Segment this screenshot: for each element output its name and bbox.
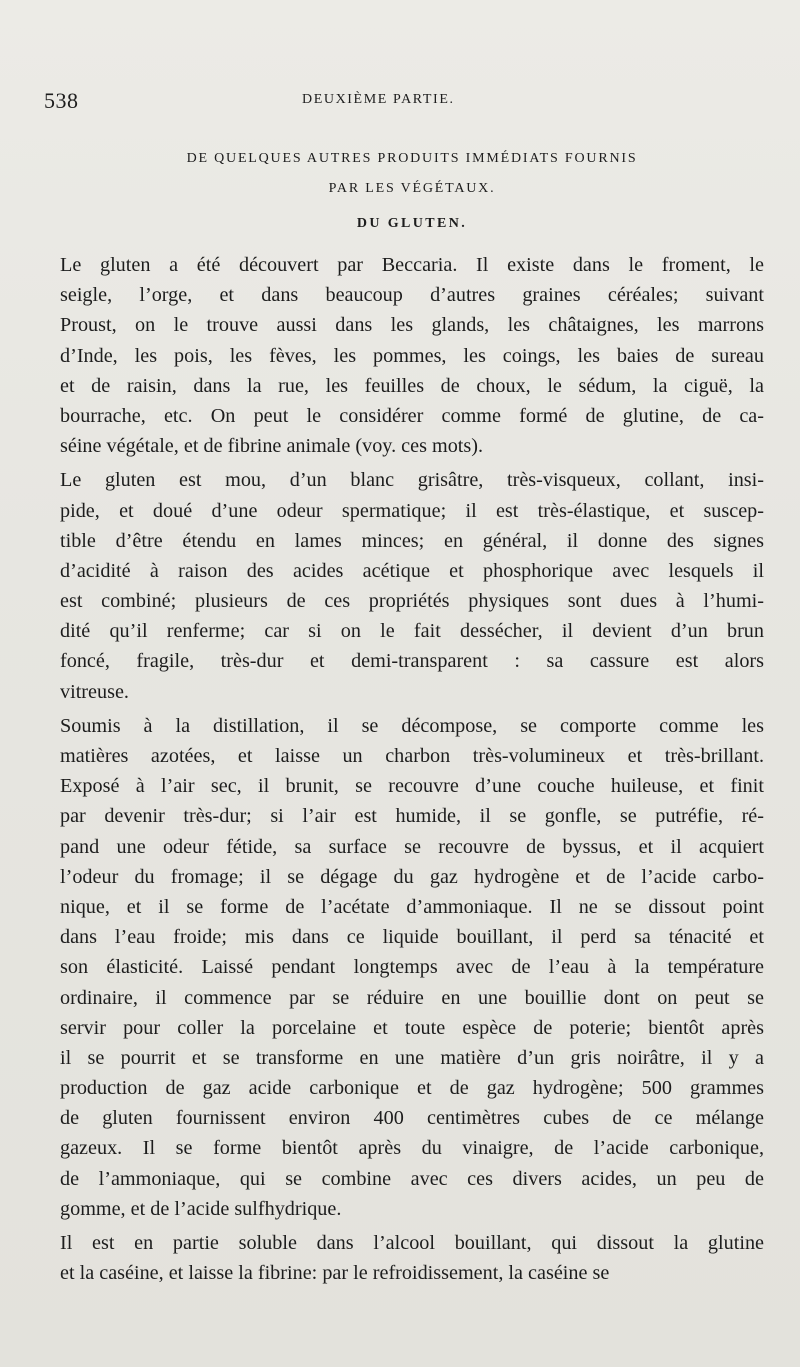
text-line: gomme, et de l’acide sulfhydrique. — [60, 1197, 342, 1220]
text-line: seigle, l’orge, et dans beaucoup d’autres graines céréales; suivant — [60, 284, 764, 307]
text-line: gazeux. Il se forme bientôt après du vinaigre, de l’acide carbonique, — [60, 1137, 764, 1160]
text-line: séine végétale, et de fibrine animale (voy. ces mots). — [60, 435, 484, 458]
text-line: matières azotées, et laisse un charbon très-volumineux et très-brillant. — [60, 745, 764, 767]
text-line: Proust, on le trouve aussi dans les glands, les châtaignes, les marrons — [60, 314, 764, 337]
section-title-line-1: DE QUELQUES AUTRES PRODUITS IMMÉDIATS FOURNIS — [186, 151, 638, 166]
text-line: l’odeur du fromage; il se dégage du gaz hydrogène et de l’acide carbo- — [60, 865, 764, 888]
text-line: dans l’eau froide; mis dans ce liquide bouillant, il perd sa ténacité et — [60, 926, 764, 949]
text-line: Le gluten est mou, d’un blanc grisâtre, très-visqueux, collant, insi- — [60, 469, 764, 492]
text-line: vitreuse. — [60, 680, 129, 703]
text-line: est combiné; plusieurs de ces propriétés physiques sont dues à l’humi- — [60, 590, 764, 613]
section-title-line-2: PAR LES VÉGÉTAUX. — [328, 181, 496, 196]
text-line: ordinaire, il commence par se réduire en une bouillie dont on peut se — [60, 986, 764, 1009]
text-line: Il est en partie soluble dans l’alcool bouillant, qui dissout la glutine — [60, 1232, 764, 1254]
paragraph — [60, 1228, 764, 1288]
text-line: pand une odeur fétide, sa surface se recouvre de byssus, et il acquiert — [60, 835, 764, 858]
text-line: il se pourrit et se transforme en une matière d’un gris noirâtre, il y a — [60, 1046, 764, 1069]
text-line: bourrache, etc. On peut le considérer comme formé de glutine, de ca- — [60, 404, 764, 427]
subsection-heading: DU GLUTEN. — [356, 216, 468, 231]
text-line: de l’ammoniaque, qui se combine avec ces divers acides, un peu de — [60, 1167, 764, 1190]
text-line: Exposé à l’air sec, il brunit, se recouvre d’une couche huileuse, et finit — [60, 775, 764, 798]
paragraph — [60, 465, 764, 707]
text-line: servir pour coller la porcelaine et toute espèce de poterie; bientôt après — [60, 1016, 764, 1039]
text-line: nique, et il se forme de l’acétate d’ammoniaque. Il ne se dissout point — [60, 895, 764, 918]
text-line: dité qu’il renferme; car si on le fait dessécher, il devient d’un brun — [60, 620, 764, 643]
running-head — [44, 88, 764, 118]
body-text — [60, 250, 764, 1288]
text-line: Le gluten a été découvert par Beccaria. Il existe dans le froment, le — [60, 254, 764, 276]
text-line: et la caséine, et laisse la fibrine: par le refroidissement, la caséine se — [60, 1262, 610, 1285]
text-line: pide, et doué d’une odeur spermatique; il est très-élastique, et suscep- — [60, 499, 764, 522]
text-line: d’acidité à raison des acides acétique et phosphorique avec lesquels il — [60, 559, 764, 582]
paragraph — [60, 711, 764, 1224]
section-heading — [60, 144, 764, 204]
text-line: et de raisin, dans la rue, les feuilles de choux, le sédum, la ciguë, la — [60, 374, 764, 397]
running-title: DEUXIÈME PARTIE. — [302, 92, 455, 107]
text-line: Soumis à la distillation, il se décompose, se comporte comme les — [60, 714, 764, 737]
text-line: par devenir très-dur; si l’air est humide, il se gonfle, se putréfie, ré- — [60, 805, 764, 828]
text-line: production de gaz acide carbonique et de gaz hydrogène; 500 grammes — [60, 1077, 764, 1100]
paragraph — [60, 250, 764, 461]
text-line: de gluten fournissent environ 400 centimètres cubes de ce mélange — [60, 1107, 764, 1130]
text-line: d’Inde, les pois, les fèves, les pommes, les coings, les baies de sureau — [60, 344, 764, 367]
text-line: son élasticité. Laissé pendant longtemps avec de l’eau à la température — [60, 956, 764, 979]
text-line: foncé, fragile, très-dur et demi-transparent : sa cassure est alors — [60, 650, 764, 673]
text-line: tible d’être étendu en lames minces; en général, il donne des signes — [60, 529, 764, 552]
page-number: 538 — [44, 88, 79, 113]
